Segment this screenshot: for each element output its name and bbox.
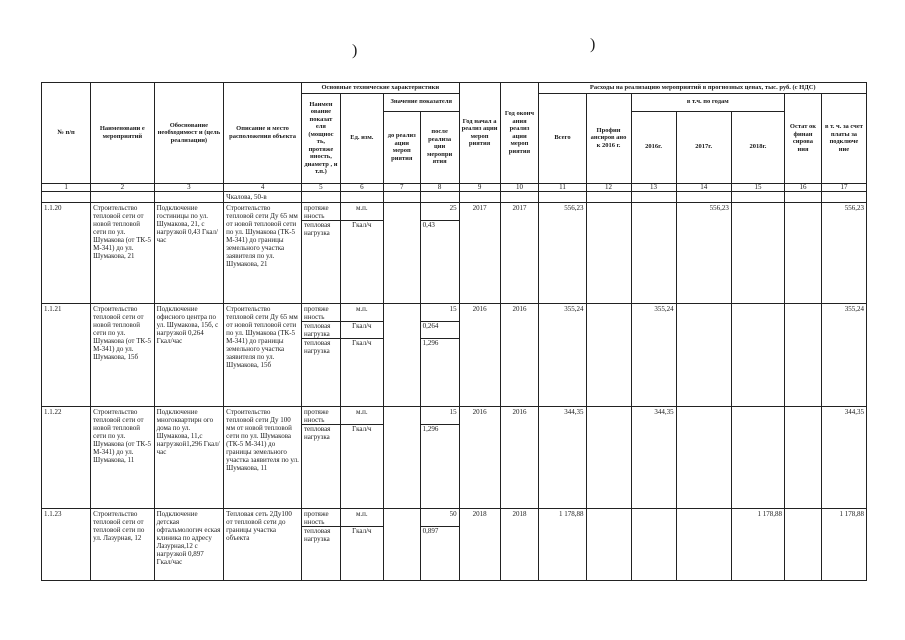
param-name: протяже нность (302, 305, 340, 322)
param-unit: Гкал/ч (352, 424, 372, 433)
margin-mark-right: ) (590, 36, 596, 53)
column-number: 6 (340, 183, 383, 191)
header-col-total: Всего (539, 93, 586, 183)
param-name: тепловая нагрузка (303, 338, 331, 355)
header-col-name: Наименовани е мероприятий (91, 83, 154, 184)
column-number: 17 (821, 183, 866, 191)
param-name: протяже нность (302, 204, 340, 221)
row-2018: 1 178,88 (731, 508, 784, 580)
param-unit: м.п. (341, 204, 383, 221)
row-index: 1.1.21 (42, 303, 91, 406)
column-number: 11 (539, 183, 586, 191)
column-number: 16 (785, 183, 822, 191)
row-connection-fee: 355,24 (821, 303, 866, 406)
column-number: 13 (631, 183, 676, 191)
row-start-year: 2016 (459, 303, 500, 406)
row-2016: 355,24 (631, 303, 676, 406)
param-name: тепловая нагрузка (303, 220, 331, 237)
param-unit: Гкал/ч (352, 220, 372, 229)
table-row (42, 303, 867, 406)
row-reason: Подключение офисного центра по ул. Шумакова, 15б, с нагрузкой 0,264 Гкал/час (154, 303, 224, 406)
carry-over-row (42, 191, 867, 202)
header-col-parameter: Наимен ование показат еля (мощнос ть, протяже нность, диаметр , и т.п.) (301, 93, 340, 183)
column-number: 4 (224, 183, 302, 191)
row-2017 (676, 303, 731, 406)
param-after: 0,264 (421, 322, 459, 339)
param-unit: Гкал/ч (352, 338, 372, 347)
row-start-year: 2018 (459, 508, 500, 580)
param-after: 15 (421, 305, 459, 322)
row-2016: 344,35 (631, 406, 676, 508)
table-row (42, 508, 867, 580)
column-number: 15 (731, 183, 784, 191)
row-2018 (731, 303, 784, 406)
param-name: тепловая нагрузка (303, 424, 331, 441)
param-name: протяже нность (302, 408, 340, 425)
table-row (42, 406, 867, 508)
param-unit: Гкал/ч (341, 322, 383, 339)
param-unit: м.п. (341, 510, 383, 527)
param-name: протяже нность (302, 510, 340, 527)
param-after: 25 (421, 204, 459, 221)
header-col-index: № п/п (42, 83, 91, 184)
param-name: тепловая нагрузка (303, 526, 331, 543)
row-index: 1.1.22 (42, 406, 91, 508)
param-after: 1,296 (422, 424, 439, 433)
row-connection-fee: 1 178,88 (821, 508, 866, 580)
column-number: 2 (91, 183, 154, 191)
row-start-year: 2016 (459, 406, 500, 508)
param-after: 0,43 (422, 220, 435, 229)
header-tech-group: Основные технические характеристики (301, 83, 459, 94)
header-col-connection-fee: в т. ч. за счет платы за подключе ние (821, 93, 866, 183)
column-number: 5 (301, 183, 340, 191)
row-2017 (676, 508, 731, 580)
carry-over-text: Чкалова, 50-в (224, 191, 302, 202)
param-after: 0,897 (422, 526, 439, 535)
param-after: 1,296 (422, 338, 439, 347)
row-total: 556,23 (539, 202, 586, 303)
row-description: Строительство тепловой сети Ду 100 мм от новой тепловой сети по ул. Шумакова (ТК-5 М-341) до границы земельного участка заявителя по ул. Шумакова, 11 (224, 406, 302, 508)
param-unit: Гкал/ч (352, 526, 372, 535)
header-col-prefinanced: Профин ансиров ано к 2016 г. (586, 93, 631, 183)
row-reason: Подключение детская офтальмологич еская клиника по адресу Лазурная,12 с нагрузкой 0,897 Гкал/час (154, 508, 224, 580)
row-2017 (676, 406, 731, 508)
row-reason: Подключение многоквартирн ого дома по ул. Шумакова, 11,с нагрузкой1,296 Гкал/час (154, 406, 224, 508)
row-name: Строительство тепловой сети от новой тепловой сети по ул. Шумакова (от ТК-5 М-341) до ул. Шумакова, 21 (91, 202, 154, 303)
row-2018 (731, 406, 784, 508)
row-name: Строительство тепловой сети от новой тепловой сети по ул. Шумакова (от ТК-5 М-341) до ул. Шумакова, 15б (91, 303, 154, 406)
column-number: 10 (500, 183, 539, 191)
header-value-group: Значение показателя (383, 93, 459, 111)
header-col-2018: 2018г. (731, 111, 784, 183)
measures-table (41, 82, 867, 581)
row-reason: Подключение гостиницы по ул. Шумакова, 21, с нагрузкой 0,43 Гкал/час (154, 202, 224, 303)
column-number: 14 (676, 183, 731, 191)
param-unit: м.п. (341, 408, 383, 425)
row-2017: 556,23 (676, 202, 731, 303)
row-end-year: 2017 (500, 202, 539, 303)
column-number: 8 (420, 183, 459, 191)
column-number: 12 (586, 183, 631, 191)
row-connection-fee: 556,23 (821, 202, 866, 303)
header-col-unit: Ед. изм. (340, 93, 383, 183)
row-name: Строительство тепловой сети от новой тепловой сети по ул. Шумакова (от ТК-5 М-341) до ул. Шумакова, 11 (91, 406, 154, 508)
column-number: 3 (154, 183, 224, 191)
column-number: 7 (383, 183, 420, 191)
header-col-2016: 2016г. (631, 111, 676, 183)
header-col-after: после реализа ции меропри ятия (420, 111, 459, 183)
row-end-year: 2016 (500, 406, 539, 508)
row-name: Строительство тепловой сети от тепловой сети по ул. Лазурная, 12 (91, 508, 154, 580)
row-connection-fee: 344,35 (821, 406, 866, 508)
header-col-before: до реализ ации мероп риятия (383, 111, 420, 183)
param-after: 50 (421, 510, 459, 527)
header-col-end-year: Год оконч ания реализ ации мероп риятия (500, 83, 539, 184)
row-2018 (731, 202, 784, 303)
column-number: 1 (42, 183, 91, 191)
row-total: 1 178,88 (539, 508, 586, 580)
param-name: тепловая нагрузка (302, 322, 340, 339)
header-col-remaining: Остат ок финан сирова ния (785, 93, 822, 183)
param-unit: м.п. (341, 305, 383, 322)
table-row (42, 202, 867, 303)
row-index: 1.1.20 (42, 202, 91, 303)
row-2016 (631, 508, 676, 580)
header-col-description: Описание и место расположения объекта (224, 83, 302, 184)
header-years-group: в т.ч. по годам (631, 93, 785, 111)
param-after: 15 (421, 408, 459, 425)
row-end-year: 2018 (500, 508, 539, 580)
row-index: 1.1.23 (42, 508, 91, 580)
header-col-start-year: Год начал а реализ ации мероп риятия (459, 83, 500, 184)
column-number: 9 (459, 183, 500, 191)
header-col-2017: 2017г. (676, 111, 731, 183)
row-end-year: 2016 (500, 303, 539, 406)
row-description: Строительство тепловой сети Ду 65 мм от новой тепловой сети по ул. Шумакова (ТК-5 М-341) до границы земельного участка заявителя по ул. Шумакова, 15б (224, 303, 302, 406)
header-col-reason: Обоснование необходимост и (цель реализации) (154, 83, 224, 184)
column-number-row (42, 183, 867, 191)
margin-mark-left: ) (352, 42, 358, 59)
row-2016 (631, 202, 676, 303)
row-total: 344,35 (539, 406, 586, 508)
row-description: Тепловая сеть 2Ду100 от тепловой сети до границы участка объекта (224, 508, 302, 580)
row-total: 355,24 (539, 303, 586, 406)
header-cost-group: Расходы на реализацию мероприятий в прогнозных ценах, тыс. руб. (с НДС) (539, 83, 867, 94)
row-start-year: 2017 (459, 202, 500, 303)
row-description: Строительство тепловой сети Ду 65 мм от новой тепловой сети по ул. Шумакова (ТК-5 М-341) до границы земельного участка заявителя по ул. Шумакова, 21 (224, 202, 302, 303)
